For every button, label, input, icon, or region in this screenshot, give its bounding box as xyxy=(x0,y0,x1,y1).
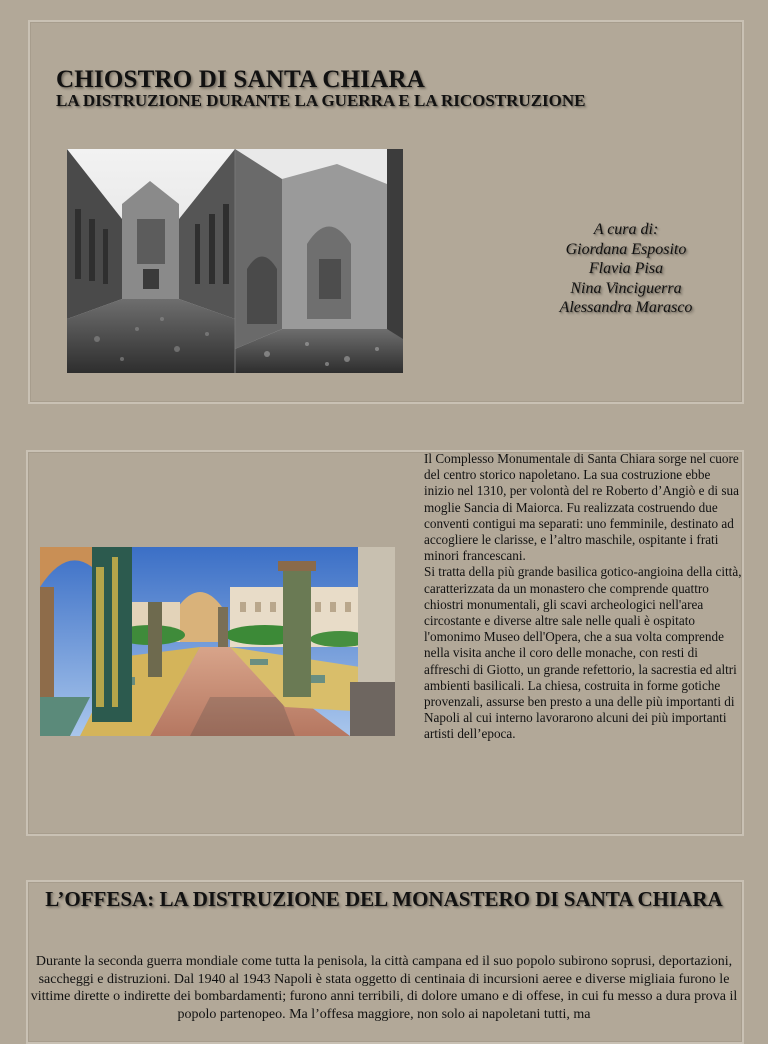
page-title: CHIOSTRO DI SANTA CHIARA xyxy=(56,66,425,93)
intro-paragraph: Il Complesso Monumentale di Santa Chiara sorge nel cuore del centro storico napoletano. La sua costruzione ebbe inizio nel 1310, per volontà del re Roberto d’Angiò e di sua moglie Sancia di Maiorca. Fu realizzata costruendo due conventi contigui ma separati: uno femminile, destinato ad accogliere le clarisse, e l’altro maschile, ospitante i frati minori francescani. xyxy=(424,451,739,564)
credits-block xyxy=(540,220,712,318)
credits-name: Flavia Pisa xyxy=(588,260,664,277)
credits-name: Alessandra Marasco xyxy=(559,299,693,316)
credits-heading: A cura di: xyxy=(593,221,659,238)
intro-paragraph: Si tratta della più grande basilica gotico-angioina della città, caratterizzata da un monastero che comprende quattro chiostri monumentali, gli scavi archeologici nell'area circostante e diverse altre sale nelle quali è ospitato l'omonimo Museo dell'Opera, che a sua volta comprende nella visita anche il coro delle monache, con resti di affreschi di Giotto, un grande refettorio, la sacrestia ed altri ambienti basilicali. La chiesa, costruita in forme gotiche provenzali, assurse ben presto a una delle più importanti di Napoli al cui interno lavorarono alcuni dei più importanti artisti dell’epoca. xyxy=(424,564,742,742)
intro-text xyxy=(424,451,742,743)
cloister-photo xyxy=(40,547,395,736)
section-title: L’OFFESA: LA DISTRUZIONE DEL MONASTERO DI SANTA CHIARA xyxy=(45,887,723,911)
ruins-photo xyxy=(67,149,403,373)
section-text: Durante la seconda guerra mondiale come tutta la penisola, la città campana ed il suo popolo subirono soprusi, deportazioni, saccheggi e distruzioni. Dal 1940 al 1943 Napoli è stata oggetto di centinaia di incursioni aeree e diverse migliaia furono le vittime dirette o indirette dei bombardamenti; furono anni terribili, di dolore umano e di offese, in cui fu messo a dura prova il popolo partenopeo. Ma l’offesa maggiore, non solo ai napoletani tutti, ma xyxy=(30,954,738,1022)
credits-name: Giordana Esposito xyxy=(565,240,687,258)
page-subtitle: LA DISTRUZIONE DURANTE LA GUERRA E LA RICOSTRUZIONE xyxy=(56,91,586,110)
credits-name: Nina Vinciguerra xyxy=(570,279,682,297)
